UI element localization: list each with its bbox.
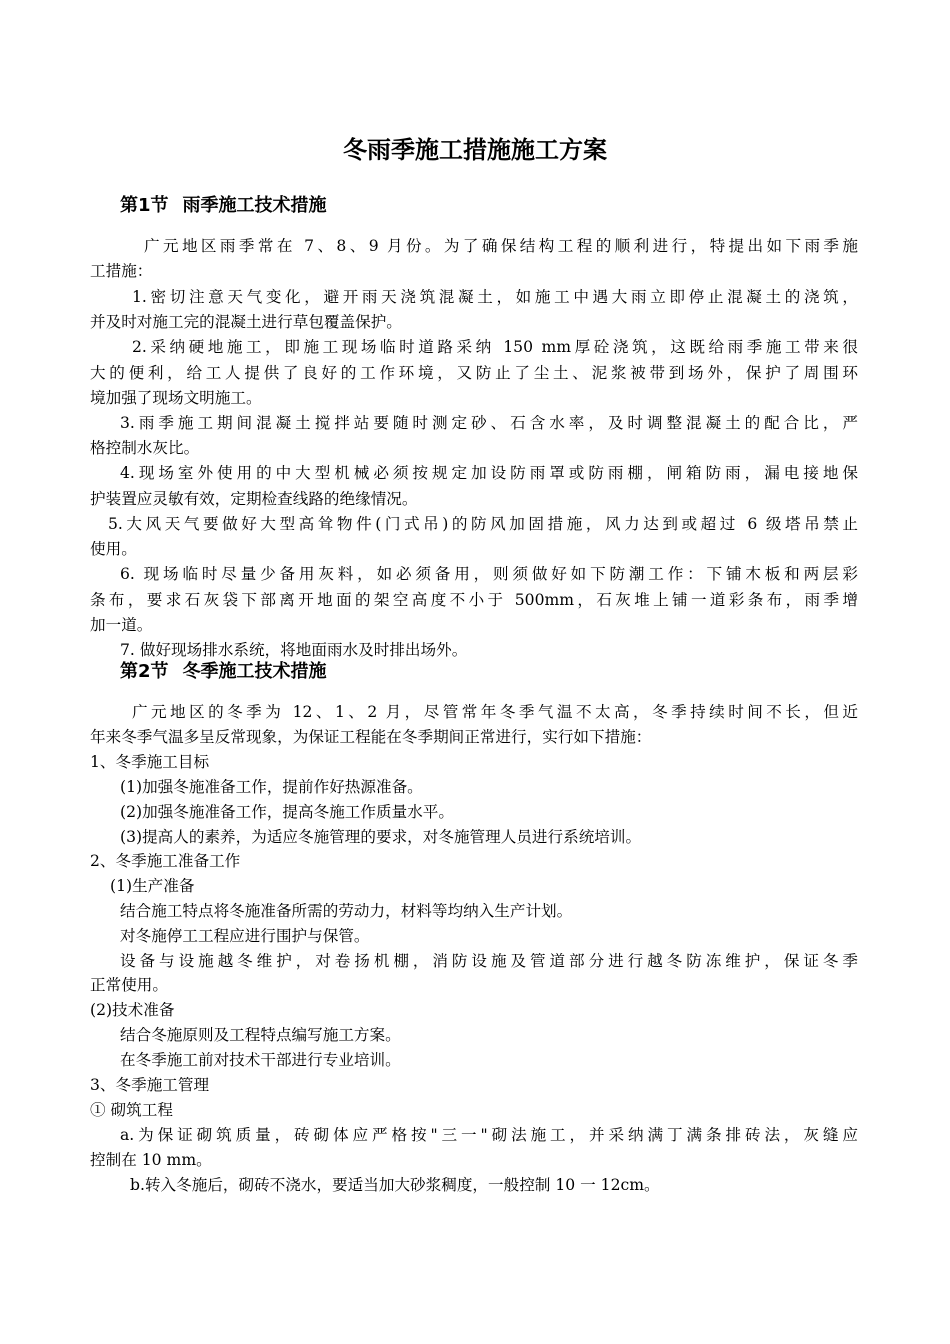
paragraph-line: (2)加强冬施准备工作，提高冬施工作质量水平。 (120, 803, 454, 821)
paragraph-line: b.转入冬施后，砌砖不浇水，要适当加大砂浆稠度，一般控制 10 一 12cm。 (130, 1176, 660, 1194)
paragraph-line: (1)生产准备 (110, 877, 195, 895)
paragraph-line: 结合冬施原则及工程特点编写施工方案。 (120, 1026, 401, 1044)
paragraph-line: 7. 做好现场排水系统，将地面雨水及时排出场外。 (120, 641, 468, 659)
paragraph-line: 大的便利，给工人提供了良好的工作环境，又防止了尘土、泥浆被带到场外，保护了周围环 (90, 364, 858, 382)
paragraph-line: 在冬季施工前对技术干部进行专业培训。 (120, 1051, 401, 1069)
paragraph-line: 护装置应灵敏有效，定期检查线路的绝缘情况。 (90, 490, 418, 508)
paragraph-line: 工措施： (90, 262, 153, 280)
section-title: 冬季施工技术措施 (182, 661, 327, 682)
paragraph-line: 广元地区雨季常在 7、8、9 月份。为了确保结构工程的顺利进行，特提出如下雨季施 (144, 237, 858, 255)
paragraph-line: 控制在 10 mm。 (90, 1151, 212, 1169)
paragraph-line: 广元地区的冬季为 12、1、2 月，尽管常年冬季气温不太高，冬季持续时间不长，但近 (132, 703, 858, 721)
paragraph-line: (3)提高人的素养，为适应冬施管理的要求，对冬施管理人员进行系统培训。 (120, 828, 642, 846)
paragraph-line: 并及时对施工完的混凝土进行草包覆盖保护。 (90, 313, 402, 331)
section-number: 第1节 (120, 195, 169, 216)
section-number: 第2节 (120, 661, 169, 682)
section-title: 雨季施工技术措施 (182, 195, 327, 216)
paragraph-line: 6. 现场临时尽量少备用灰料，如必须备用，则须做好如下防潮工作：下铺木板和两层彩 (120, 565, 858, 583)
paragraph-line: 3.雨季施工期间混凝土搅拌站要随时测定砂、石含水率，及时调整混凝土的配合比，严 (120, 414, 858, 432)
paragraph-line: 设备与设施越冬维护，对卷扬机棚，消防设施及管道部分进行越冬防冻维护，保证冬季 (120, 952, 858, 970)
paragraph-line: 2、冬季施工准备工作 (90, 852, 241, 870)
section-heading-1 (120, 193, 327, 219)
paragraph-line: 境加强了现场文明施工。 (90, 389, 262, 407)
paragraph-line: (1)加强冬施准备工作，提前作好热源准备。 (120, 778, 423, 796)
paragraph-line: 结合施工特点将冬施准备所需的劳动力，材料等均纳入生产计划。 (120, 902, 573, 920)
paragraph-line: 1、冬季施工目标 (90, 753, 210, 771)
paragraph-line: (2)技术准备 (90, 1001, 175, 1019)
section-heading-2 (120, 659, 327, 685)
paragraph-line: 格控制水灰比。 (90, 439, 200, 457)
paragraph-line: 3、冬季施工管理 (90, 1076, 210, 1094)
paragraph-line: ① 砌筑工程 (90, 1101, 173, 1119)
paragraph-line: 加一道。 (90, 616, 153, 634)
paragraph-line: 4.现场室外使用的中大型机械必须按规定加设防雨罩或防雨棚，闸箱防雨，漏电接地保 (120, 464, 858, 482)
paragraph-line: 使用。 (90, 540, 137, 558)
paragraph-line: 对冬施停工工程应进行围护与保管。 (120, 927, 370, 945)
paragraph-line: 2.采纳硬地施工，即施工现场临时道路采纳 150 mm厚砼浇筑，这既给雨季施工带来很 (132, 338, 858, 356)
paragraph-line: a.为保证砌筑质量，砖砌体应严格按"三一"砌法施工，并采纳满丁满条排砖法，灰缝应 (120, 1126, 858, 1144)
paragraph-line: 年来冬季气温多呈反常现象，为保证工程能在冬季期间正常进行，实行如下措施： (90, 728, 652, 746)
document-title: 冬雨季施工措施施工方案 (343, 136, 607, 164)
paragraph-line: 5.大风天气要做好大型高耸物件(门式吊)的防风加固措施，风力达到或超过 6 级塔吊禁止 (108, 515, 858, 533)
paragraph-line: 1.密切注意天气变化，避开雨天浇筑混凝土，如施工中遇大雨立即停止混凝土的浇筑， (132, 288, 858, 306)
paragraph-line: 条布，要求石灰袋下部离开地面的架空高度不小于 500mm，石灰堆上铺一道彩条布，雨季增 (90, 591, 858, 609)
paragraph-line: 正常使用。 (90, 976, 168, 994)
